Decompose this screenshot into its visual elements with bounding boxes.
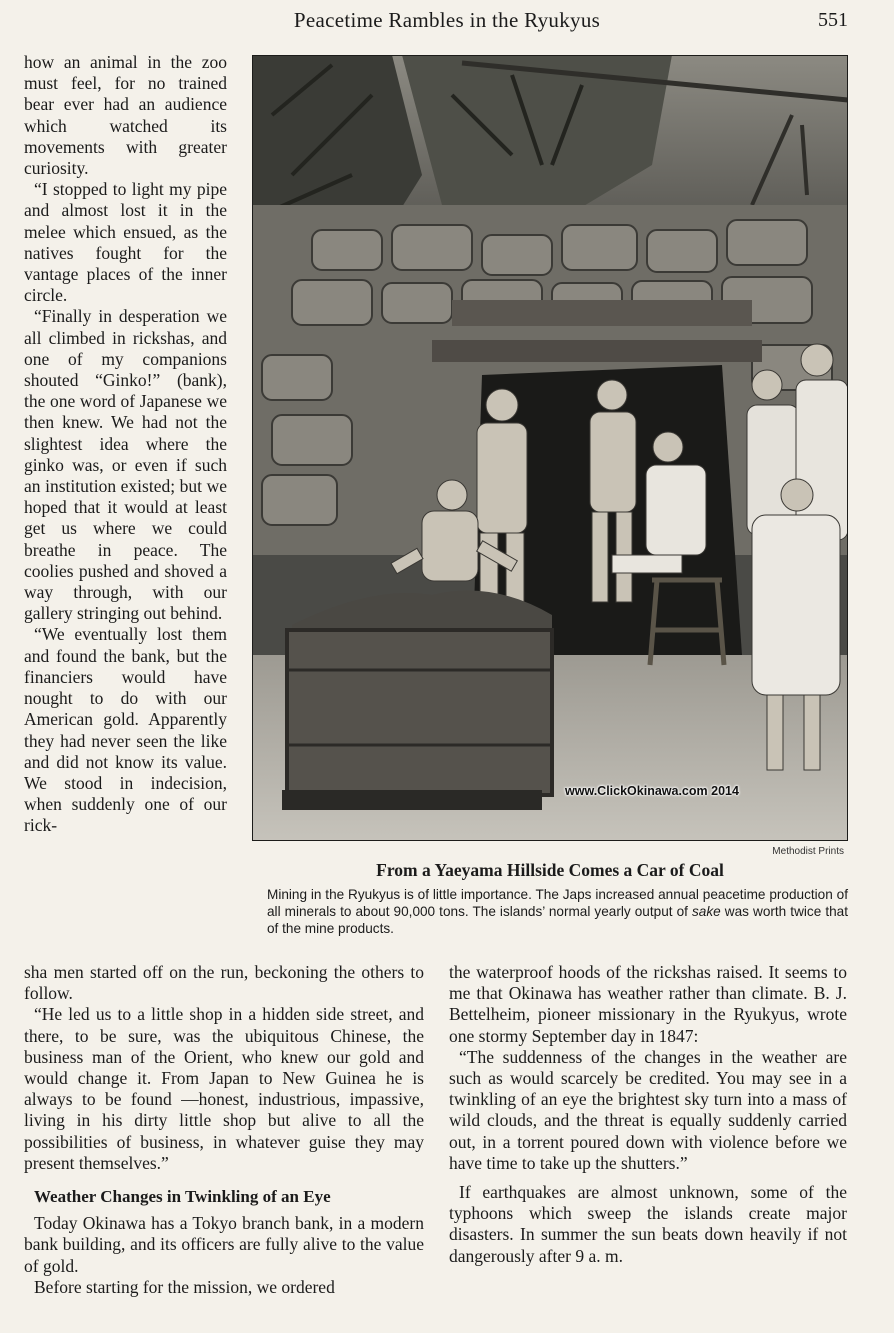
paragraph: “The suddenness of the changes in the weather are such as would scarcely be credited. You may see in a twinkling of an eye the brightest sky turn into a mass of wild clouds, and the threat is equally suddenly carried out, in a torrent poured down with violence before we have time to take up the shutters.” xyxy=(449,1046,847,1173)
paragraph: “We eventually lost them and found the bank, but the financiers would have nought to do with our American gold. Apparently they had never seen the like and did not know its value. We stood in indecision, when suddenly one of our rick- xyxy=(24,624,227,836)
narrow-column xyxy=(24,52,227,837)
cart-base xyxy=(282,790,542,810)
figure-caption-title: From a Yaeyama Hillside Comes a Car of Coal xyxy=(376,860,724,880)
paragraph: Before starting for the mission, we ordered xyxy=(34,1276,335,1297)
caption-italic-word: sake xyxy=(692,904,721,919)
caption-text: Mining in the Ryukyus is of little importance. The Japs increased annual peacetime production of all minerals to about 90,000 tons. The islands’ normal yearly output of xyxy=(267,887,848,919)
photo-watermark: www.ClickOkinawa.com 2014 xyxy=(565,784,739,798)
figure-caption xyxy=(267,886,848,937)
page-header-title: Peacetime Rambles in the Ryukyus xyxy=(293,8,601,32)
page-number: 551 xyxy=(818,9,848,31)
paragraph: “Finally in desperation we all climbed in rickshas, and one of my companions shouted “Ginko!” (bank), the one word of Japanese we then knew. We had not the slightest idea where the ginko was, or even if such an institution existed; but we hoped that it would at least get us where we could breathe in peace. The coolies pushed and shoved a way through, with our gallery stringing out behind. xyxy=(24,306,227,624)
ore-cart xyxy=(287,630,552,795)
right-column xyxy=(449,962,847,1267)
paragraph: sha men started off on the run, beckoning the others to follow. xyxy=(24,962,424,1004)
paragraph: If earthquakes are almost unknown, some of the typhoons which sweep the islands create major disasters. In summer the sun beats down heavily if not dangerously after 9 a. m. xyxy=(449,1182,847,1266)
photo xyxy=(252,55,848,841)
paragraph: the waterproof hoods of the rickshas raised. It seems to me that Okinawa has weather rather than climate. B. J. Bettelheim, pioneer missionary in the Ryukyus, wrote one stormy September day in 1847: xyxy=(449,962,847,1046)
timber-lintel xyxy=(452,300,752,326)
paragraph: “He led us to a little shop in a hidden side street, and there, to be sure, was the ubiquitous Chinese, the business man of the Orient, who knew our gold and would change it. From Japan to New Guinea he is always to be found —honest, industrious, impassive, living in his dirty little shop but alive to all the possibilities of business, in whatever guise they may present themselves.” xyxy=(24,1004,424,1173)
section-heading: Weather Changes in Twinkling of an Eye xyxy=(34,1187,331,1207)
timber-beam xyxy=(432,340,762,362)
wide-column xyxy=(24,962,424,1298)
photo-credit: Methodist Prints xyxy=(772,846,844,857)
caption-text-end: was worth twice that of the mine products. xyxy=(267,904,848,936)
paragraph: how an animal in the zoo must feel, for no trained bear ever had an audience which watched its movements with greater curiosity. xyxy=(24,52,227,179)
paragraph: “I stopped to light my pipe and almost lost it in the melee which ensued, as the natives fought for the vantage places of the inner circle. xyxy=(24,179,227,306)
coal-mine-photo-illustration xyxy=(252,55,848,841)
paragraph: Today Okinawa has a Tokyo branch bank, in a modern bank building, and its officers are fully alive to the value of gold. xyxy=(24,1213,424,1276)
